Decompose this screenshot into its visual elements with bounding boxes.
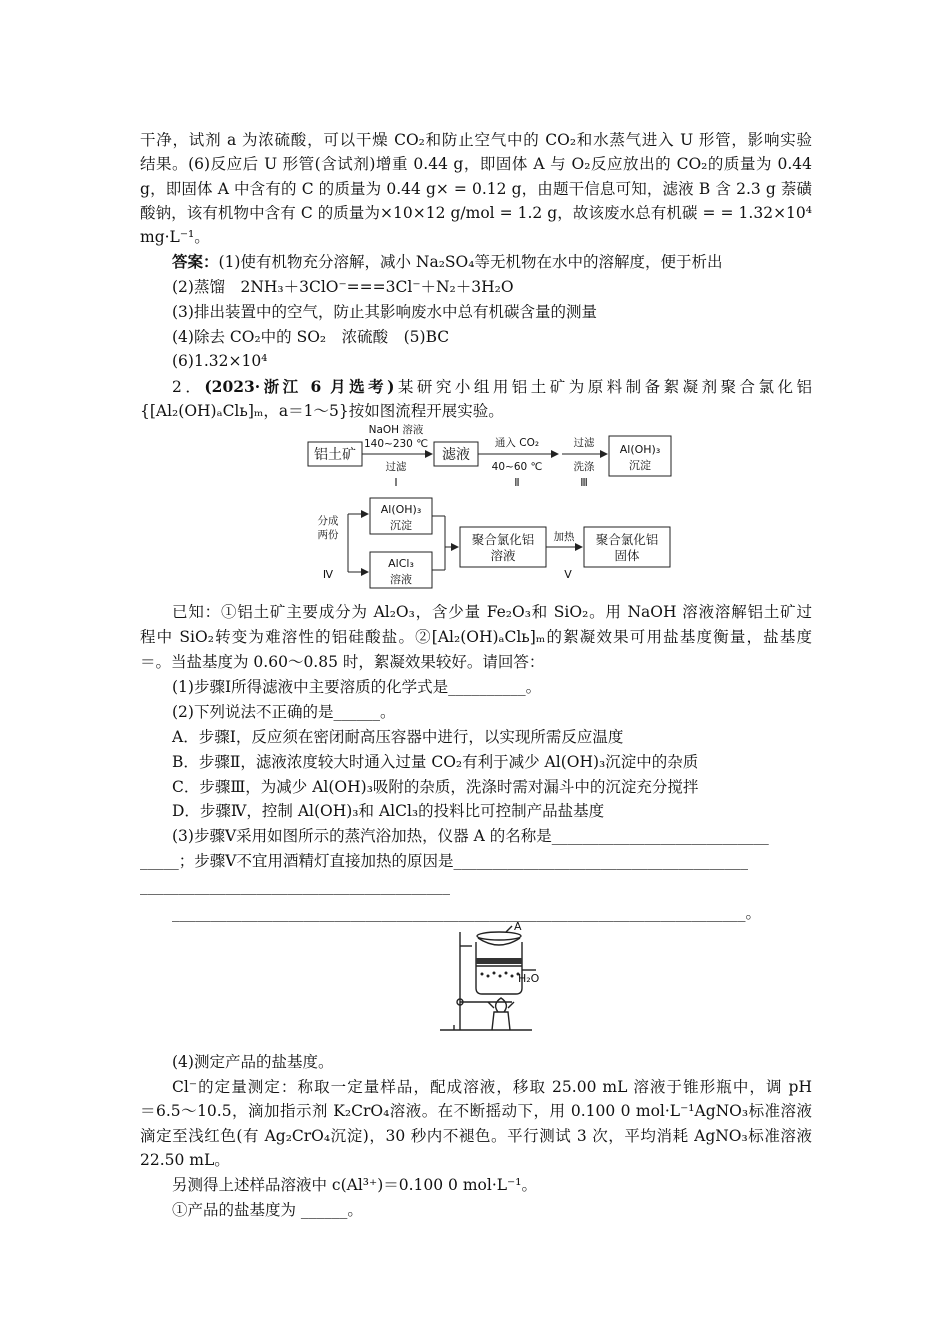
known-line-1: 已知：①铝土矿主要成分为 Al₂O₃，含少量 Fe₂O₃和 SiO₂。用 NaOH 溶液溶解铝土矿过 xyxy=(172,603,812,621)
label-split-1: 分成 xyxy=(317,515,339,527)
label-bauxite: 铝土矿 xyxy=(314,447,356,463)
known-line-2: 程中 SiO₂转变为难溶性的铝硅酸盐。②[Al₂(OH)ₐClь]ₘ的絮凝效果可用盐基度衡量，盐基度 xyxy=(140,628,812,646)
label-aloh-top-2: 沉淀 xyxy=(629,459,651,472)
label-pac-solid-1: 聚合氯化铝 xyxy=(595,532,659,547)
solution-line-5: mg·L⁻¹。 xyxy=(140,228,210,246)
label-alcl3-2: 溶液 xyxy=(390,573,412,586)
question-2-3-line-2: _____；步骤Ⅴ不宜用酒精灯直接加热的原因是______________________________________ xyxy=(140,852,748,870)
procedure-line-2: ＝6.5～10.5，滴加指示剂 K₂CrO₄溶液。在不断摇动下，用 0.100 0 mol·L⁻¹AgNO₃标准溶液 xyxy=(140,1102,812,1120)
procedure-line-3: 滴定至浅红色(有 Ag₂CrO₄沉淀)，30 秒内不褪色。平行测试 3 次，平均消耗 AgNO₃标准溶液 xyxy=(140,1127,812,1145)
option-a: A．步骤Ⅰ，反应须在密闭耐高压容器中进行，以实现所需反应温度 xyxy=(172,728,624,746)
question-2-3-line-1: (3)步骤Ⅴ采用如图所示的蒸汽浴加热，仪器 A 的名称是____________________________ xyxy=(172,827,769,845)
procedure-line-1: Cl⁻的定量测定：称取一定量样品，配成溶液，移取 25.00 mL 溶液于锥形瓶中，调 pH xyxy=(172,1078,812,1096)
answer-6: (6)1.32×10⁴ xyxy=(172,352,268,370)
procedure-line-4: 22.50 mL。 xyxy=(140,1151,230,1169)
question-number: 2． xyxy=(172,378,205,396)
option-b: B．步骤Ⅱ，滤液浓度较大时通入过量 CO₂有利于减少 Al(OH)₃沉淀中的杂质 xyxy=(172,753,699,771)
label-step-4: Ⅳ xyxy=(322,568,334,581)
label-step-1: Ⅰ xyxy=(394,476,398,489)
label-filtrate: 滤液 xyxy=(442,447,470,463)
process-flow-diagram xyxy=(300,420,690,594)
question-2-3-line-4: __________________________________________________________________________。 xyxy=(172,904,762,922)
label-alcl3-1: AlCl₃ xyxy=(388,557,414,570)
answer-4-5: (4)除去 CO₂中的 SO₂ 浓硫酸 (5)BC xyxy=(172,328,450,346)
question-2-2: (2)下列说法不正确的是______。 xyxy=(172,703,396,721)
question-2-4: (4)测定产品的盐基度。 xyxy=(172,1053,334,1071)
answer-1: (1)使有机物充分溶解，减小 Na₂SO₄等无机物在水中的溶解度，便于析出 xyxy=(218,253,723,271)
label-pac-solution-2: 溶液 xyxy=(490,548,516,563)
answer-line-1 xyxy=(172,250,812,274)
label-split-2: 两份 xyxy=(317,529,339,541)
figure-label-h2o: H₂O xyxy=(518,972,540,985)
known-line-3: ＝。当盐基度为 0.60～0.85 时，絮凝效果较好。请回答： xyxy=(140,653,545,671)
label-filter: 过滤 xyxy=(573,437,595,449)
question-2-4-1: ①产品的盐基度为 ______。 xyxy=(172,1201,363,1219)
label-co2-in: 通入 CO₂ xyxy=(494,437,540,449)
question-stem: 某研究小组用铝土矿为原料制备絮凝剂聚合氯化铝 xyxy=(394,378,812,396)
steam-bath-apparatus-figure xyxy=(432,918,552,1038)
solution-line-4: 酸钠，该有机物中含有 C 的质量为×10×12 g/mol = 1.2 g，故该废水总有机碳 = = 1.32×10⁴ xyxy=(140,204,812,222)
label-step-3: Ⅲ xyxy=(580,476,588,489)
label-filter-1: 过滤 xyxy=(385,461,407,473)
question-2-stem-line-2: {[Al₂(OH)ₐClь]ₘ，a＝1～5}按如图流程开展实验。 xyxy=(140,402,504,420)
label-aloh-top-1: Al(OH)₃ xyxy=(619,443,661,456)
option-d: D．步骤Ⅳ，控制 Al(OH)₃和 AlCl₃的投料比可控制产品盐基度 xyxy=(172,802,605,820)
figure-label-a: A xyxy=(514,920,522,933)
label-temp-1: 140~230 ℃ xyxy=(363,438,429,450)
label-heat: 加热 xyxy=(553,531,575,543)
solution-line-3: g，即固体 A 中含有的 C 的质量为 0.44 g× = 0.12 g，由题干信息可知，滤液 B 含 2.3 g 萘磺 xyxy=(140,180,812,198)
label-aloh-1: Al(OH)₃ xyxy=(380,503,422,516)
solution-line-2: 结果。(6)反应后 U 形管(含试剂)增重 0.44 g，即固体 A 与 O₂反应放出的 CO₂的质量为 0.44 xyxy=(140,155,812,173)
label-pac-solid-2: 固体 xyxy=(614,548,640,563)
label-step-5: Ⅴ xyxy=(564,568,572,581)
label-wash: 洗涤 xyxy=(573,461,595,473)
answer-label: 答案： xyxy=(172,252,219,271)
question-source: (2023·浙江 6 月选考) xyxy=(204,377,395,396)
answer-3: (3)排出装置中的空气，防止其影响废水中总有机碳含量的测量 xyxy=(172,303,597,321)
label-aloh-2: 沉淀 xyxy=(390,519,412,532)
label-temp-2: 40~60 ℃ xyxy=(491,461,543,473)
label-step-2: Ⅱ xyxy=(514,476,520,489)
question-2-3-line-3: ________________________________________ xyxy=(140,877,450,895)
question-2-1: (1)步骤Ⅰ所得滤液中主要溶质的化学式是__________。 xyxy=(172,678,542,696)
question-2-stem-line-1 xyxy=(172,375,812,399)
label-pac-solution-1: 聚合氯化铝 xyxy=(471,532,535,547)
answer-2: (2)蒸馏 2NH₃＋3ClO⁻===3Cl⁻＋N₂＋3H₂O xyxy=(172,278,514,296)
procedure-line-5: 另测得上述样品溶液中 c(Al³⁺)＝0.100 0 mol·L⁻¹。 xyxy=(172,1176,537,1194)
solution-line-1: 干净，试剂 a 为浓硫酸，可以干燥 CO₂和防止空气中的 CO₂和水蒸气进入 U 形管，影响实验 xyxy=(140,131,812,149)
option-c: C．步骤Ⅲ，为减少 Al(OH)₃吸附的杂质，洗涤时需对漏斗中的沉淀充分搅拌 xyxy=(172,778,699,796)
label-naoh: NaOH 溶液 xyxy=(368,424,424,436)
